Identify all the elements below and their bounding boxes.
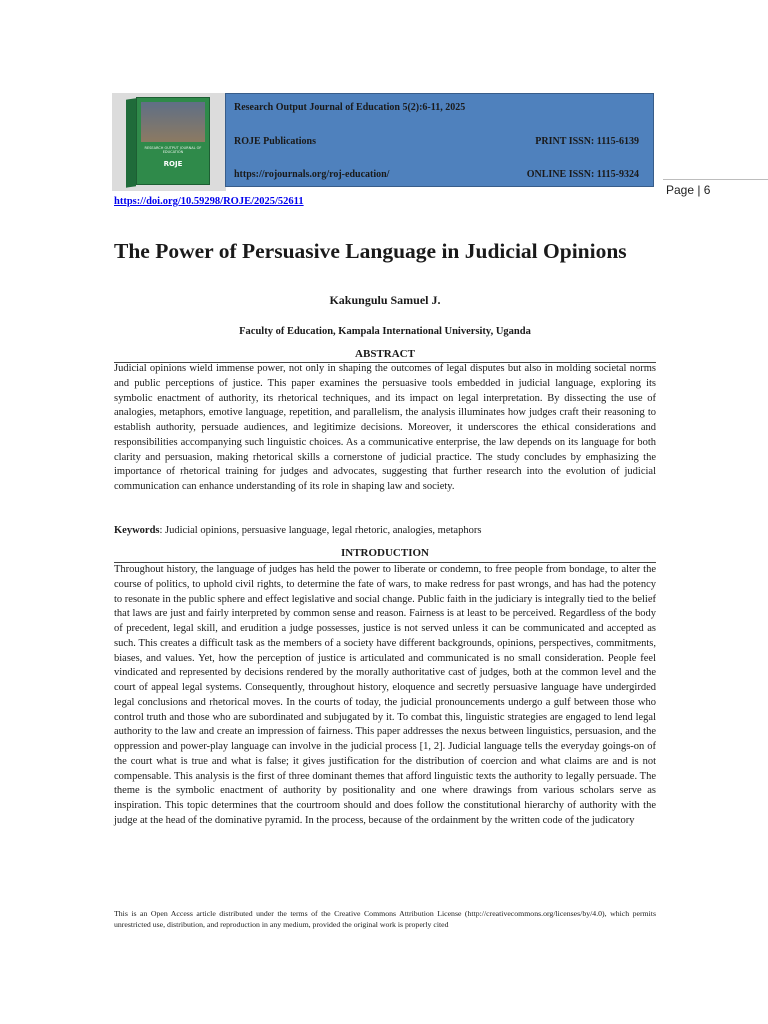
cover-title: RESEARCH OUTPUT JOURNAL OF EDUCATION <box>144 146 202 154</box>
book-spine <box>126 98 136 187</box>
journal-banner <box>225 93 654 187</box>
abstract-heading: ABSTRACT <box>355 348 415 360</box>
journal-url: https://rojournals.org/roj-education/ <box>234 169 390 180</box>
author-name: Kakungulu Samuel J. <box>329 293 441 307</box>
doi-link[interactable]: https://doi.org/10.59298/ROJE/2025/52611 <box>114 196 304 207</box>
keywords-label: Keywords <box>114 525 160 536</box>
print-issn: PRINT ISSN: 1115-6139 <box>535 136 639 147</box>
cover-logo: ROJE <box>163 160 183 168</box>
publisher-name: ROJE Publications <box>234 136 316 147</box>
author-affiliation: Faculty of Education, Kampala International University, Uganda <box>239 326 531 337</box>
keywords-line <box>114 525 656 536</box>
page-number-rule <box>663 179 768 180</box>
journal-cover-image <box>112 93 226 191</box>
introduction-body: Throughout history, the language of judges has held the power to liberate or condemn, to free people from bondage, to alter the course of politics, to uphold civil rights, to determine the fate of wars, to make redress for past wrongs, and has had the potency to resonate in the public sphere and effect legislative and social change. Public faith in the judiciary is integrally tied to the belief that laws are just and fairly interpreted by common sense and reason. Fairness is at least to be perceived. Regardless of the body of precedent, legal skill, and erudition a judge possesses, justice is not served unless it can be communicated and accepted as such. This creates a difficult task as the members of a society have different backgrounds, opinions, perspectives, commitments, biases, and values. Yet, how the perception of justice is articulated and communicated is no small consideration. People feel vindicated and represented by decisions rendered by the morally authoritative cast of judges, both at the common level and the court of appeal legal systems. Consequently, throughout history, eloquence and secretly persuasive language have undergirded legal conclusions and rhetorical moves. In the courts of today, the judicial pronouncements undergo a gulf between those who control truth and those who are subordinated and subjugated by it. To combat this, linguistic strategies are engaged to lend legal authority to the law and create an impression of fairness. This paper addresses the nexus between linguistics, persuasion, and the oppression and power-play language can involve in the judicial process [1, 2]. Judicial language tells the everyday goings-on of the court what is true and what is false; it gives justification for the distribution of coercion and what claims are and is not compensable. This analysis is the first of three dominant themes that afford linguistic texts the authority to legally persuade. The theme is the symbolic enactment of authority by positionality and one where drawings from various scholars serve as inspiration. This topic determines that the courtroom should and does follow the constitutional hierarchy of authority with the judge at the head of the dominative pyramid. In the process, because of the ordainment by the written code of the judicatory <box>114 564 656 826</box>
online-issn: ONLINE ISSN: 1115-9324 <box>526 169 639 180</box>
journal-citation: Research Output Journal of Education 5(2):6-11, 2025 <box>234 102 466 113</box>
introduction-heading: INTRODUCTION <box>340 547 429 559</box>
abstract-body: Judicial opinions wield immense power, not only in shaping the outcomes of legal disputes but also in molding societal norms and public perceptions of justice. This paper examines the persuasive tools embedded in judicial language, exploring its symbolic enactment of authority, its rhetorical techniques, and its impact on legal interpretation. By dissecting the use of analogies, metaphors, emotive language, repetition, and parallelism, the analysis illuminates how judges craft their reasoning to establish authority, persuade audiences, and legitimize decisions. Moreover, it underscores the ethical considerations and responsibilities accompanying such linguistic choices. As a communicative enterprise, the law depends on its language for both clarity and persuasion, making rhetorical skills a cornerstone of judicial practice. The study concludes by emphasizing the importance of rhetorical training for judges and advocates, suggesting that further research into the evolution of judicial communication can enhance understanding of its role in shaping law and society. <box>114 363 656 492</box>
license-footer: This is an Open Access article distributed under the terms of the Creative Commons Attribution License (http://creativecommons.org/licenses/by/4.0), which permits unrestricted use, distribution, and reproduction in any medium, provided the original work is properly cited <box>114 909 656 929</box>
keywords-text: : Judicial opinions, persuasive language, legal rhetoric, analogies, metaphors <box>159 525 482 536</box>
page-number: Page | 6 <box>666 183 711 197</box>
cover-photo <box>141 102 205 142</box>
book-front <box>136 97 210 185</box>
paper-title: The Power of Persuasive Language in Judicial Opinions <box>114 239 627 263</box>
